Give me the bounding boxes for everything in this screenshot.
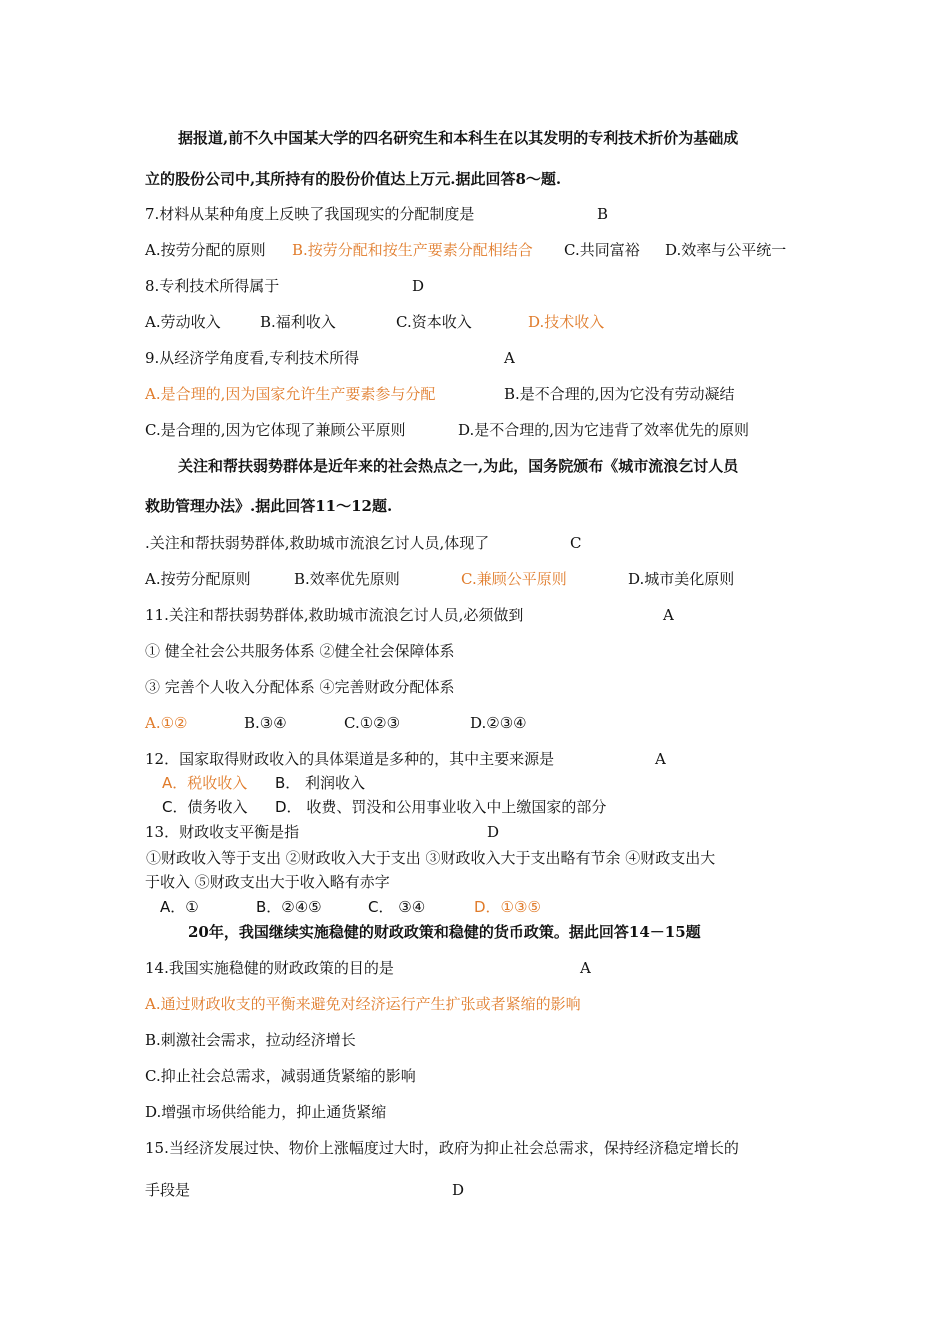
q10-stem: .关注和帮扶弱势群体,救助城市流浪乞讨人员,体现了 — [145, 534, 490, 552]
q8-option-b: B.福利收入 — [260, 313, 336, 331]
q9-option-a: A.是合理的,因为国家允许生产要素参与分配 — [145, 385, 436, 403]
q7-option-b: B.按劳分配和按生产要素分配相结合 — [292, 241, 533, 259]
q9-stem: 9.从经济学角度看,专利技术所得 — [145, 349, 360, 367]
q13-items-line1: ①财政收入等于支出 ②财政收入大于支出 ③财政收入大于支出略有节余 ④财政支出大 — [146, 849, 716, 867]
q12-stem: 12．国家取得财政收入的具体渠道是多种的，其中主要来源是 — [145, 750, 555, 768]
q14-option-d: D.增强市场供给能力，抑止通货紧缩 — [145, 1103, 387, 1121]
q12-option-c: C．债务收入 — [162, 798, 248, 816]
q11-option-a: A.①② — [145, 714, 188, 732]
q11-option-d: D.②③④ — [470, 714, 527, 732]
q8-stem: 8.专利技术所得属于 — [145, 277, 280, 295]
q13-option-a: A．① — [160, 898, 199, 916]
q8-option-a: A.劳动收入 — [145, 313, 221, 331]
q7-option-d: D.效率与公平统一 — [665, 241, 787, 259]
q7-option-c: C.共同富裕 — [564, 241, 640, 259]
q14-option-c: C.抑止社会总需求，减弱通货紧缩的影响 — [145, 1067, 416, 1085]
q10-option-a: A.按劳分配原则 — [145, 570, 251, 588]
q13-items-line2: 于收入 ⑤财政支出大于收入略有赤字 — [145, 873, 390, 891]
q15-stem-line2: 手段是 — [145, 1181, 191, 1199]
q8-option-d: D.技术收入 — [528, 313, 605, 331]
q11-item-line1: ① 健全社会公共服务体系 ②健全社会保障体系 — [145, 642, 455, 660]
q9-option-d: D.是不合理的,因为它违背了效率优先的原则 — [458, 421, 750, 439]
passage1-line1: 据报道,前不久中国某大学的四名研究生和本科生在以其发明的专利技术折价为基础成 — [178, 129, 739, 147]
q13-option-d: D．①③⑤ — [474, 898, 541, 916]
q13-stem: 13．财政收支平衡是指 — [145, 823, 300, 841]
q7-option-a: A.按劳分配的原则 — [145, 241, 266, 259]
passage3-line1: 20年，我国继续实施稳健的财政政策和稳健的货币政策。据此回答14－15题 — [188, 923, 701, 941]
q11-option-c: C.①②③ — [344, 714, 401, 732]
q11-option-b: B.③④ — [244, 714, 287, 732]
q15-answer: D — [452, 1181, 465, 1199]
q7-answer: B — [597, 205, 609, 223]
q10-option-d: D.城市美化原则 — [628, 570, 735, 588]
q10-answer: C — [570, 534, 582, 552]
passage2-line1: 关注和帮扶弱势群体是近年来的社会热点之一,为此，国务院颁布《城市流浪乞讨人员 — [178, 457, 739, 475]
q9-option-b: B.是不合理的,因为它没有劳动凝结 — [504, 385, 735, 403]
q8-option-c: C.资本收入 — [396, 313, 472, 331]
q15-stem-line1: 15.当经济发展过快、物价上涨幅度过大时，政府为抑止社会总需求，保持经济稳定增长的 — [145, 1139, 739, 1157]
q14-option-a: A.通过财政收支的平衡来避免对经济运行产生扩张或者紧缩的影响 — [145, 995, 581, 1013]
q13-answer: D — [487, 823, 500, 841]
q11-item-line2: ③ 完善个人收入分配体系 ④完善财政分配体系 — [145, 678, 455, 696]
q12-option-a: A．税收收入 — [162, 774, 248, 792]
q10-option-c: C.兼顾公平原则 — [461, 570, 567, 588]
q8-answer: D — [412, 277, 425, 295]
q10-option-b: B.效率优先原则 — [294, 570, 400, 588]
passage2-line2: 救助管理办法》.据此回答11～12题. — [145, 497, 393, 515]
passage1-line2: 立的股份公司中,其所持有的股份价值达上万元.据此回答8～题. — [145, 170, 562, 188]
q9-answer: A — [504, 349, 515, 367]
q14-stem: 14.我国实施稳健的财政政策的目的是 — [145, 959, 394, 977]
q12-answer: A — [655, 750, 666, 768]
q14-option-b: B.刺激社会需求，拉动经济增长 — [145, 1031, 356, 1049]
q13-option-c: C． ③④ — [368, 898, 426, 916]
q9-option-c: C.是合理的,因为它体现了兼顾公平原则 — [145, 421, 406, 439]
q11-stem: 11.关注和帮扶弱势群体,救助城市流浪乞讨人员,必须做到 — [145, 606, 524, 624]
q11-answer: A — [663, 606, 674, 624]
q13-option-b: B．②④⑤ — [256, 898, 322, 916]
q14-answer: A — [580, 959, 591, 977]
q12-option-b: B． 利润收入 — [275, 774, 366, 792]
q12-option-d: D． 收费、罚没和公用事业收入中上缴国家的部分 — [275, 798, 607, 816]
q7-stem: 7.材料从某种角度上反映了我国现实的分配制度是 — [145, 205, 475, 223]
